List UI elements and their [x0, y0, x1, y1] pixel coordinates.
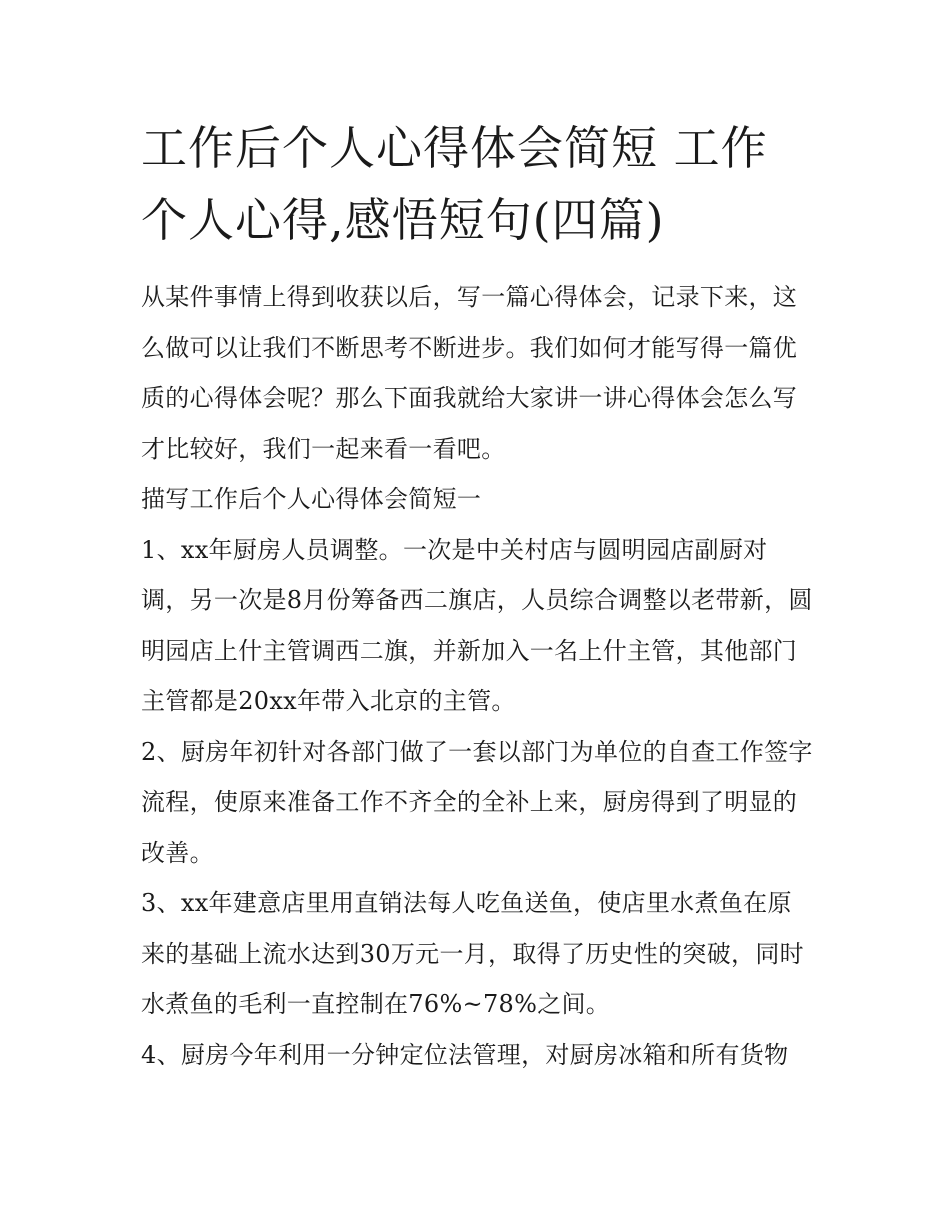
list-item-2: 2、厨房年初针对各部门做了一套以部门为单位的自查工作签字流程，使原来准备工作不齐全的全补上来，厨房得到了明显的改善。: [141, 737, 813, 867]
list-item-4: 4、厨房今年利用一分钟定位法管理，对厨房冰箱和所有货物: [141, 1040, 789, 1069]
document-title: 工作后个人心得体会简短 工作个人心得,感悟短句(四篇): [141, 121, 768, 247]
list-item-1: 1、xx年厨房人员调整。一次是中关村店与圆明园店副厨对调，另一次是8月份筹备西二旗店，人员综合调整以老带新，圆明园店上什主管调西二旗，并新加入一名上什主管，其他部门主管都是20xx年带入北京的主管。: [141, 535, 813, 715]
list-item-3: 3、xx年建意店里用直销法每人吃鱼送鱼，使店里水煮鱼在原来的基础上流水达到30万元一月，取得了历史性的突破，同时水煮鱼的毛利一直控制在76%~78%之间。: [141, 889, 804, 1018]
section-heading: 描写工作后个人心得体会简短一: [141, 485, 482, 513]
document-body: [141, 272, 813, 1080]
intro-paragraph: 从某件事情上得到收获以后，写一篇心得体会，记录下来，这么做可以让我们不断思考不断进步。我们如何才能写得一篇优质的心得体会呢？那么下面我就给大家讲一讲心得体会怎么写才比较好，我们一起来看一看吧。: [141, 283, 798, 463]
document-page: [141, 112, 813, 1080]
